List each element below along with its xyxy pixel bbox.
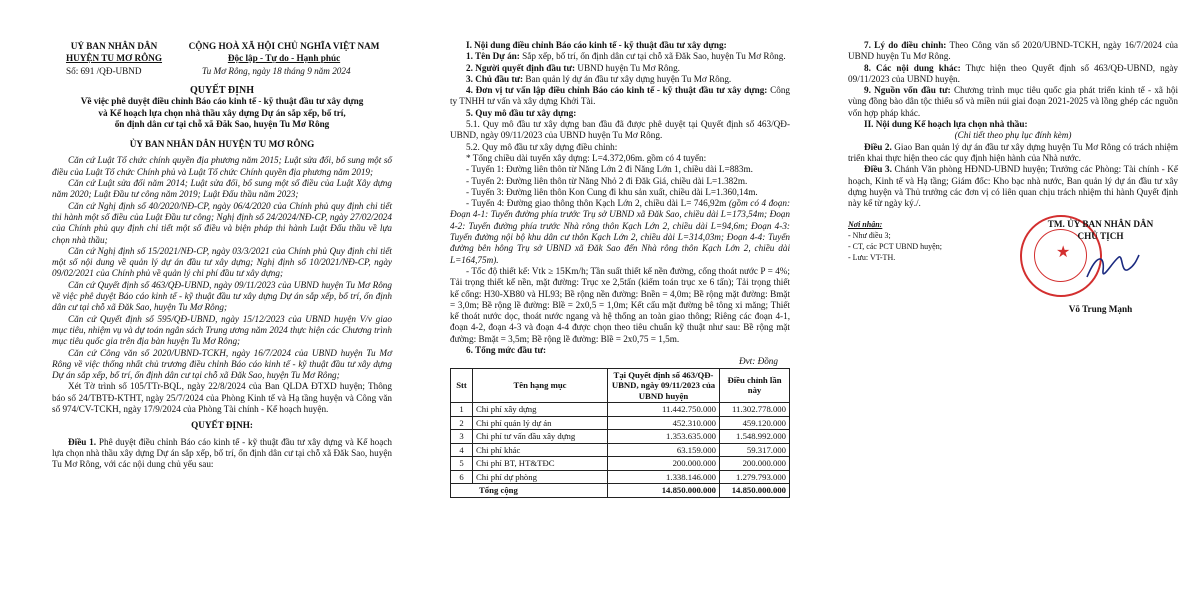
item-4-text: Công ty TNHH tư vấn và xây dựng Khởi Tài. (450, 85, 791, 107)
technical-spec: - Tốc độ thiết kế: Vtk ≥ 15Km/h; Tần suất thiết kế nền đường, cống thoát nước P = 4%; Tải trọng thiết kế nền, mặt đường: Trục xe 2,5tấn (kiểm toán trục xe 6 tấn); Tải trọng thiết kế cống: H30-XB80 và HL93; Bề rộng nền đường: Bnền = 4,0m; Bề rộng mặt đường: Bmặt = 3,0m; Bề rộng lề đường: Blề = 2x0,5 = 1,0m; Kết cấu mặt đường bê tông xi măng; Thiết kế thoát nước dọc, thoát nước ngang và hệ thống an toàn giao thông; Riêng các đoạn 4-1, đoạn 4-2, đoạn 4-3 và đoạn 4-4 được chọn theo tiêu chuẩn kỹ thuật như sau: Bề rộng mặt đường: Bmặt = 3,5m; Bề rộng lề đường: Blề = 2x0,75 = 1,5m. (450, 265, 790, 344)
route-3: - Tuyến 3: Đường liên thôn Kon Cung đi khu sản xuất, chiều dài L=1.360,14m. (466, 186, 758, 197)
table-row (451, 403, 790, 417)
item-7-text: Theo Công văn số 2020/UBND-TCKH, ngày 16/7/2024 của UBND huyện Tu Mơ Rông. (848, 40, 1179, 62)
row-old: 1.338.146.000 (608, 470, 720, 484)
table-row (451, 416, 790, 430)
item-1-label: 1. Tên Dự án: (466, 51, 520, 62)
decision-title: QUYẾT ĐỊNH (190, 85, 254, 96)
header-original: Tại Quyết định số 463/QĐ-UBND, ngày 09/11/2023 của UBND huyện (608, 368, 720, 403)
route-4-main: - Tuyến 4: Đường giao thông thôn Kạch Lớn 2, chiều dài L= 746,92m (466, 198, 727, 209)
nation-line2: Độc lập - Tự do - Hạnh phúc (227, 53, 341, 63)
row-stt: 5 (451, 457, 473, 471)
item-2-label: 2. Người quyết định đầu tư: (466, 62, 576, 73)
page-column-2 (450, 0, 790, 600)
item-9-text: Chương trình mục tiêu quốc gia phát triển kinh tế - xã hội vùng đồng bào dân tộc thiểu số và miền núi giai đoạn 2021-2025 và lồng ghép các nguồn vốn hợp pháp khác. (848, 85, 1178, 118)
total-length: * Tổng chiều dài tuyến xây dựng: L=4.372,06m. gồm có 4 tuyến: (466, 152, 707, 163)
table-row (451, 443, 790, 457)
item-1-text: Sắp xếp, bố trí, ổn định dân cư tại chỗ xã Đăk Sao, huyện Tu Mơ Rông. (522, 51, 786, 62)
row-new: 1.548.992.000 (720, 430, 790, 444)
route-2: - Tuyến 2: Đường liên thôn từ Năng Nhỏ 2 đi Đăk Giá, chiều dài L=1.382m. (466, 175, 748, 186)
article-2-label: Điều 2. (864, 141, 892, 152)
section-1-heading: I. Nội dung điều chỉnh Báo cáo kinh tế - kỹ thuật đầu tư xây dựng: (466, 40, 727, 50)
article-2-text: Giao Ban quản lý dự án đầu tư xây dựng huyện Tu Mơ Rông có trách nhiệm triển khai thực hiện theo các quy định hiện hành của Nhà nước. (848, 141, 1179, 163)
article-1 (52, 437, 392, 471)
row-name: Chi phí tư vấn đầu xây dựng (473, 430, 608, 444)
unit-label: Đvt: Đồng (738, 356, 778, 367)
row-stt: 4 (451, 443, 473, 457)
sign-title: CHỦ TỊCH (1077, 231, 1124, 242)
recipient-item: - CT, các PCT UBND huyện; (848, 242, 942, 252)
item-4-label: 4. Đơn vị tư vấn lập điều chỉnh Báo cáo kinh tế - kỹ thuật đầu tư xây dựng: (466, 85, 768, 96)
scale-heading: 5. Quy mô đầu tư xây dựng: (466, 107, 577, 118)
cost-table (450, 368, 790, 498)
header-item-name: Tên hạng mục (473, 368, 608, 403)
table-row (451, 430, 790, 444)
consideration: Xét Tờ trình số 105/TTr-BQL, ngày 22/8/2024 của Ban QLDA ĐTXD huyện; Thông báo số 24/TBTĐ-KTHT, ngày 25/7/2024 của Phòng Kinh tế và Hạ tầng huyện và Công văn số 974/CV-TCKH, ngày 17/9/2024 của Phòng Tài chính - Kế hoạch huyện. (52, 381, 392, 415)
item-9-label: 9. Nguồn vốn đầu tư: (864, 85, 951, 96)
national-motto-block (175, 40, 393, 64)
section-2-heading: II. Nội dung Kế hoạch lựa chọn nhà thầu: (864, 119, 1028, 130)
legal-basis-1: Căn cứ Luật Tổ chức chính quyền địa phương năm 2015; Luật sửa đổi, bổ sung một số điều của Luật Tổ chức Chính phủ và Luật Tổ chức Chính quyền địa phương năm 2019; (52, 155, 392, 177)
item-3-label: 3. Chủ đầu tư: (466, 73, 524, 84)
table-total-row (451, 484, 790, 498)
route-4 (450, 198, 790, 266)
row-name: Chi phí dự phòng (473, 470, 608, 484)
row-old: 452.310.000 (608, 416, 720, 430)
decision-subtitle-2: và Kế hoạch lựa chọn nhà thầu xây dựng Dự án sắp xếp, bố trí, (98, 107, 346, 118)
row-new: 1.279.793.000 (720, 470, 790, 484)
item-7-label: 7. Lý do điều chỉnh: (864, 40, 947, 50)
decide-heading: QUYẾT ĐỊNH: (191, 420, 253, 431)
org-line2: HUYỆN TU MƠ RÔNG (65, 53, 163, 63)
sign-org: TM. ỦY BAN NHÂN DÂN (1047, 219, 1154, 230)
section-2-note: (Chi tiết theo phụ lục đính kèm) (954, 130, 1072, 141)
row-old: 200.000.000 (608, 457, 720, 471)
row-new: 59.317.000 (720, 443, 790, 457)
row-new: 200.000.000 (720, 457, 790, 471)
nation-line1: CỘNG HOÀ XÃ HỘI CHỦ NGHĨA VIỆT NAM (188, 41, 380, 51)
row-name: Chi phí BT, HT&TĐC (473, 457, 608, 471)
header-stt: Stt (451, 368, 473, 403)
document-header (52, 0, 392, 66)
signature-block (848, 209, 1178, 319)
decision-subtitle-3: ổn định dân cư tại chỗ xã Đăk Sao, huyện Tu Mơ Rông (114, 118, 330, 129)
recipient-item: - Như điều 3; (848, 231, 891, 241)
row-stt: 2 (451, 416, 473, 430)
signer-name: Võ Trung Mạnh (1068, 304, 1133, 315)
page-column-1 (52, 0, 392, 600)
total-label: Tổng cộng (451, 484, 608, 498)
header-adjusted: Điều chỉnh lần này (720, 368, 790, 403)
place-date: Tu Mơ Rông, ngày 18 tháng 9 năm 2024 (202, 66, 351, 76)
row-name: Chi phí quản lý dự án (473, 416, 608, 430)
total-new: 14.850.000.000 (720, 484, 790, 498)
recipient-item: - Lưu: VT-TH. (848, 253, 896, 263)
route-4-detail: (gồm có 4 đoạn: Đoạn 4-1: Tuyến đường phía trước Trụ sở UBND xã Đăk Sao, chiều dài L=173,54m; Đoạn 4-2: Tuyến đường phía trước Nhà rông thôn Kạch Lớn 2, chiều dài L=94,6m; Đoạn 4-3: Tuyến đường nội bộ khu dân cư thôn Kạch Lớn 2, chiều dài L=314,03m; Đoạn 4-4: Tuyến đường bên hông Trụ sở UBND xã Đăk Sao đến Nhà rông thôn Kạch Lớn 2, chiều dài L=164,75m). (450, 198, 791, 265)
org-line1: UỶ BAN NHÂN DÂN (70, 41, 158, 51)
table-header-row (451, 368, 790, 403)
row-new: 459.120.000 (720, 416, 790, 430)
page-column-3 (848, 0, 1178, 600)
row-name: Chi phí xây dựng (473, 403, 608, 417)
decision-subtitle-1: Về việc phê duyệt điều chỉnh Báo cáo kinh tế - kỹ thuật đầu tư xây dựng (80, 96, 364, 107)
item-8-label: 8. Các nội dung khác: (864, 62, 961, 73)
row-old: 63.159.000 (608, 443, 720, 457)
row-old: 11.442.750.000 (608, 403, 720, 417)
item-3-text: Ban quản lý dự án đầu tư xây dựng huyện Tu Mơ Rông. (525, 73, 732, 84)
item-2-text: UBND huyện Tu Mơ Rông. (577, 62, 680, 73)
star-icon: ★ (1056, 244, 1071, 262)
legal-basis-6: Căn cứ Quyết định số 595/QĐ-UBND, ngày 15/12/2023 của UBND huyện V/v giao mục tiêu, nhiệm vụ và dự toán ngân sách Trung ương năm 2024 thực hiện các Chương trình mục tiêu quốc gia trên địa bàn huyện Tu Mơ Rông; (52, 313, 392, 347)
table-row (451, 470, 790, 484)
legal-basis-2: Căn cứ Luật sửa đổi năm 2014; Luật sửa đổi, bổ sung một số điều của Luật Xây dựng năm 2020; Luật Đầu tư công năm 2019; Luật Đấu thầu năm 2023; (52, 178, 392, 200)
row-name: Chi phí khác (473, 443, 608, 457)
signature-scribble-icon (1083, 247, 1143, 287)
legal-basis-7: Căn cứ Công văn số 2020/UBND-TCKH, ngày 16/7/2024 của UBND huyện Tu Mơ Rông về việc thống nhất chủ trương điều chỉnh Báo cáo kinh tế - kỹ thuật đầu tư xây dựng Dự án sắp xếp, bố trí, ổn định dân cư tại chỗ xã Đăk Sao, huyện Tu Mơ Rông; (52, 347, 392, 381)
scale-5-1: 5.1. Quy mô đầu tư xây dựng ban đầu đã được phê duyệt tại Quyết định số 463/QĐ-UBND, ngày 09/11/2023 của UBND huyện Tu Mơ Rông. (450, 119, 790, 141)
row-stt: 6 (451, 470, 473, 484)
row-old: 1.353.635.000 (608, 430, 720, 444)
investment-heading: 6. Tổng mức đầu tư: (466, 345, 547, 356)
legal-basis-4: Căn cứ Nghị định số 15/2021/NĐ-CP, ngày 03/3/2021 của Chính phủ Quy định chi tiết một số nội dung về quản lý dự án đầu tư xây dựng; Nghị định số 10/2021/NĐ-CP, ngày 09/02/2021 của Chính phủ về quản lý chi phí đầu tư xây dựng; (52, 245, 392, 279)
article-3-label: Điều 3. (864, 164, 892, 175)
article-1-label: Điều 1. (68, 436, 97, 447)
legal-basis-5: Căn cứ Quyết định số 463/QĐ-UBND, ngày 09/11/2023 của UBND huyện Tu Mơ Rông về việc phê duyệt Báo cáo kinh tế - kỹ thuật đầu tư xây dựng Dự án sắp xếp, bố trí, ổn định dân cư tại chỗ xã Đăk Sao, huyện Tu Mơ Rông; (52, 279, 392, 313)
article-1-text: Phê duyệt điều chỉnh Báo cáo kinh tế - kỹ thuật đầu tư xây dựng và Kế hoạch lựa chọn nhà thầu xây dựng Dự án sắp xếp, bố trí, ổn định dân cư tại chỗ xã Đăk Sao, huyện Tu Mơ Rông, với các nội dung chủ yếu sau: (52, 436, 393, 470)
article-3-text: Chánh Văn phòng HĐND-UBND huyện; Trưởng các Phòng: Tài chính - Kế hoạch, Kinh tế và Hạ tầng; Giám đốc: Kho bạc nhà nước, Ban quản lý dự án đầu tư xây dựng huyện và Thủ trưởng các đơn vị có liên quan chịu trách nhiệm thi hành Quyết định này kể từ ngày ký./. (848, 164, 1178, 209)
total-old: 14.850.000.000 (608, 484, 720, 498)
issuing-org-block (52, 40, 176, 64)
row-new: 11.302.778.000 (720, 403, 790, 417)
recipients-block (848, 219, 942, 263)
scale-5-2: 5.2. Quy mô đầu tư xây dựng điều chỉnh: (466, 141, 618, 152)
item-8-text: Thực hiện theo Quyết định số 463/QĐ-UBND, ngày 09/11/2023 của UBND huyện. (848, 62, 1178, 84)
route-1: - Tuyến 1: Đường liên thôn từ Năng Lớn 2 đi Năng Lớn 1, chiều dài L=883m. (466, 164, 753, 175)
recipients-heading: Nơi nhận: (848, 220, 883, 230)
doc-number: Số: 691 /QĐ-UBND (66, 66, 142, 76)
legal-basis-3: Căn cứ Nghị định số 40/2020/NĐ-CP, ngày 06/4/2020 của Chính phủ quy định chi tiết thi hành một số điều của Luật Đầu tư công; Nghị định số 24/2024/NĐ-CP, ngày 27/02/2024 của Chính phủ quy định chi tiết một số điều và biện pháp thi hành Luật Đấu thầu về lựa chọn nhà thầu; (52, 200, 392, 245)
row-stt: 3 (451, 430, 473, 444)
table-row (451, 457, 790, 471)
row-stt: 1 (451, 403, 473, 417)
authority-heading: ỦY BAN NHÂN DÂN HUYỆN TU MƠ RÔNG (129, 139, 315, 150)
